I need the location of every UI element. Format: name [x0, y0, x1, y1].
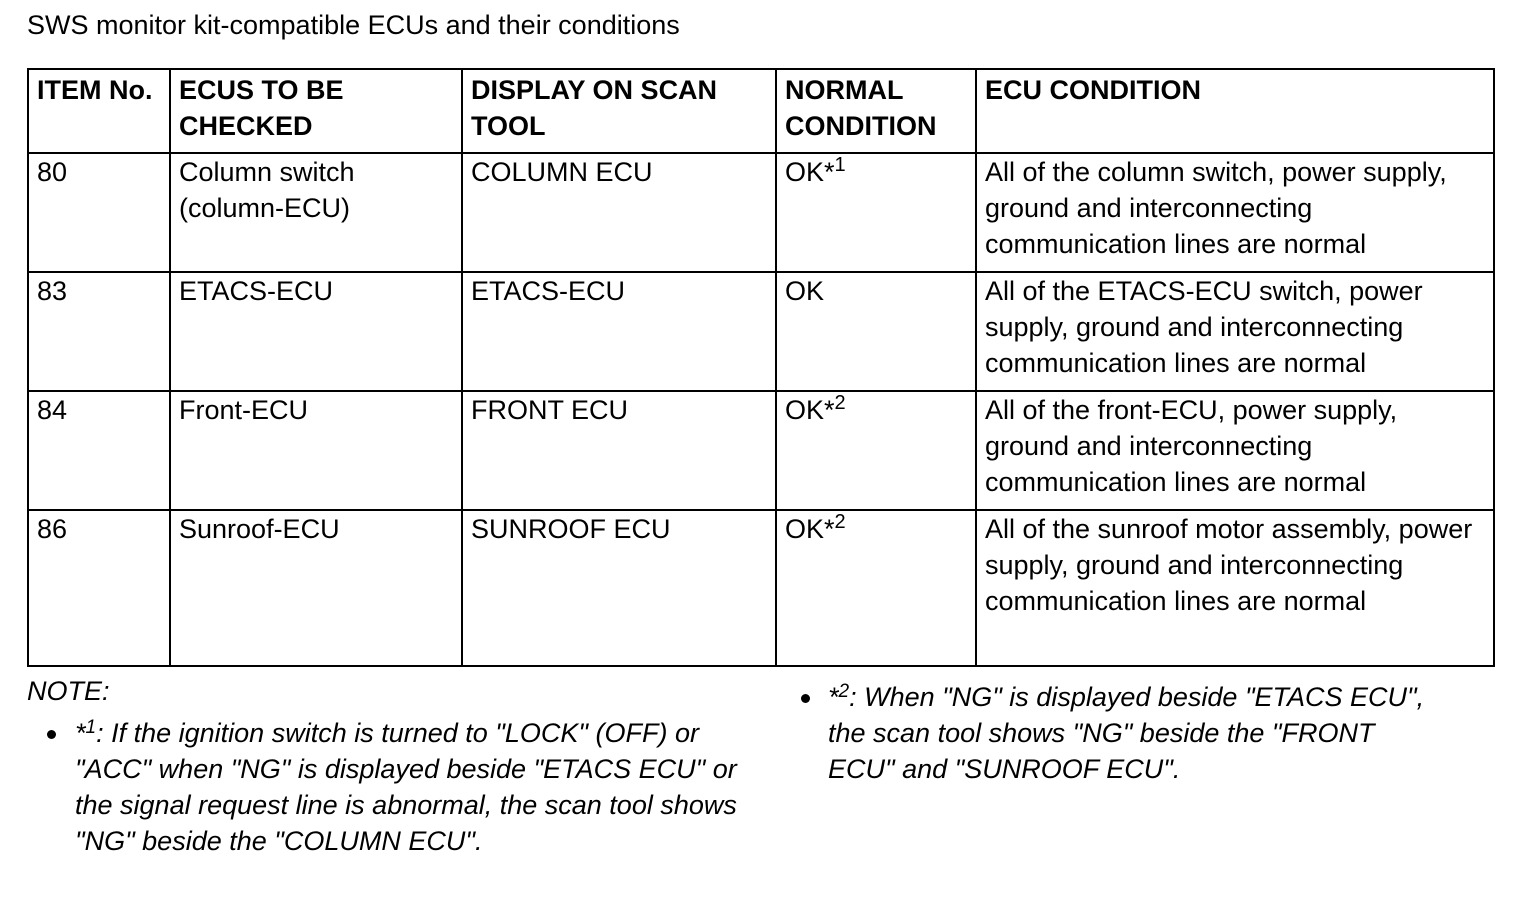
footnote-marker: 1	[834, 154, 846, 176]
cell-ecu: ETACS-ECU	[170, 272, 462, 391]
header-display-on-scan-tool: DISPLAY ON SCAN TOOL	[462, 69, 776, 153]
footnote-number: 2	[838, 681, 850, 702]
cell-display: SUNROOF ECU	[462, 510, 776, 666]
cell-display: ETACS-ECU	[462, 272, 776, 391]
footnote-marker: 2	[834, 511, 846, 533]
bullet-icon	[801, 694, 810, 703]
cell-normal-condition	[776, 391, 976, 510]
note-body: : When "NG" is displayed beside "ETACS ECU", the scan tool shows "NG" beside the "FRONT ECU" and "SUNROOF ECU".	[828, 682, 1425, 784]
cell-ecu: Sunroof-ECU	[170, 510, 462, 666]
note-text	[75, 715, 755, 859]
footnote-marker: 2	[834, 392, 846, 414]
footnote-number: 1	[85, 717, 97, 738]
note-body: : If the ignition switch is turned to "LOCK" (OFF) or "ACC" when "NG" is displayed beside "ETACS ECU" or the signal request line is abnormal, the scan tool shows "NG" beside the "COLUMN ECU".	[75, 718, 737, 856]
normal-value: OK	[785, 276, 825, 306]
cell-ecu-condition: All of the front-ECU, power supply, ground and interconnecting communication lines are normal	[976, 391, 1494, 510]
header-normal-condition: NORMAL CONDITION	[776, 69, 976, 153]
document-title: SWS monitor kit-compatible ECUs and their conditions	[27, 10, 680, 40]
cell-ecu: Column switch (column-ECU)	[170, 153, 462, 272]
ecu-conditions-table	[27, 68, 1495, 667]
normal-value: OK*	[785, 395, 835, 425]
header-item-no: ITEM No.	[28, 69, 170, 153]
cell-normal-condition	[776, 510, 976, 666]
note-label: NOTE:	[27, 676, 110, 706]
note-text	[828, 679, 1448, 787]
table-row	[28, 510, 1494, 666]
normal-value: OK*	[785, 514, 835, 544]
cell-item-no: 80	[28, 153, 170, 272]
footnote-asterisk: *	[828, 682, 839, 712]
table-row	[28, 153, 1494, 272]
cell-ecu-condition: All of the ETACS-ECU switch, power supply, ground and interconnecting communication lines are normal	[976, 272, 1494, 391]
table-row	[28, 272, 1494, 391]
cell-display: COLUMN ECU	[462, 153, 776, 272]
cell-normal-condition	[776, 272, 976, 391]
footnote-asterisk: *	[75, 718, 86, 748]
table-header-row	[28, 69, 1494, 153]
cell-display: FRONT ECU	[462, 391, 776, 510]
bullet-icon	[47, 730, 56, 739]
cell-item-no: 84	[28, 391, 170, 510]
cell-ecu-condition: All of the sunroof motor assembly, power supply, ground and interconnecting communication lines are normal	[976, 510, 1494, 666]
cell-item-no: 86	[28, 510, 170, 666]
cell-item-no: 83	[28, 272, 170, 391]
table-row	[28, 391, 1494, 510]
header-ecus-to-be-checked: ECUS TO BE CHECKED	[170, 69, 462, 153]
cell-normal-condition	[776, 153, 976, 272]
header-ecu-condition: ECU CONDITION	[976, 69, 1494, 153]
cell-ecu-condition: All of the column switch, power supply, ground and interconnecting communication lines are normal	[976, 153, 1494, 272]
cell-ecu: Front-ECU	[170, 391, 462, 510]
normal-value: OK*	[785, 157, 835, 187]
